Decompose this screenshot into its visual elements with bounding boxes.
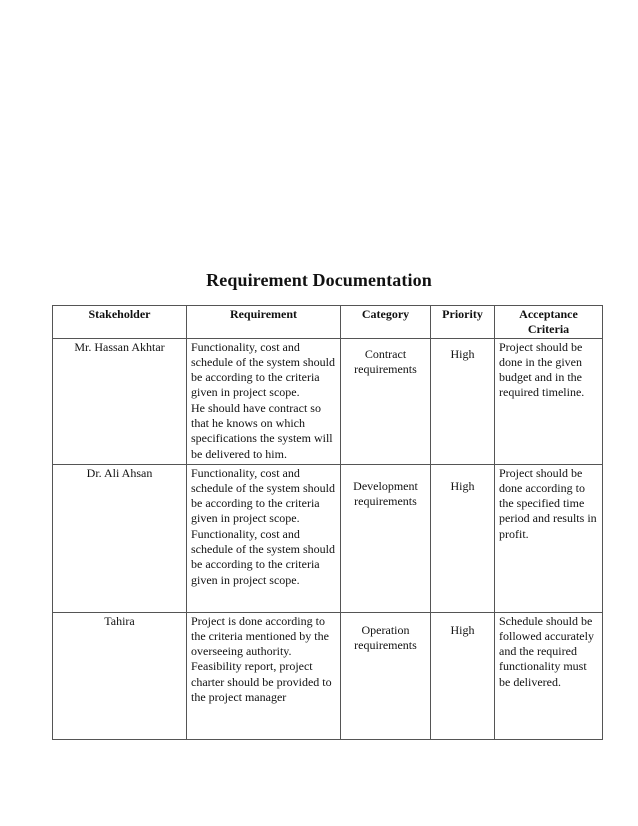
- stakeholder-cell: Tahira: [53, 612, 187, 739]
- header-acceptance-line2: Criteria: [527, 322, 570, 337]
- requirement-paragraph: Functionality, cost and schedule of the system should be according to the criteria given in project scope.: [191, 339, 335, 400]
- category-cell: [341, 338, 431, 464]
- table-row: [53, 612, 603, 739]
- requirement-cell: [187, 338, 341, 464]
- header-priority: Priority: [431, 306, 495, 339]
- requirement-paragraph: Feasibility report, project charter should be provided to the project manager: [191, 659, 332, 705]
- category-line: requirements: [354, 361, 417, 376]
- requirement-cell: [187, 464, 341, 612]
- header-acceptance-line1: Acceptance: [519, 307, 578, 321]
- priority-cell: High: [431, 464, 495, 612]
- requirement-paragraph: He should have contract so that he knows on which specifications the system will be delivered to him.: [191, 400, 333, 461]
- stakeholder-cell: Dr. Ali Ahsan: [53, 464, 187, 612]
- table-row: [53, 338, 603, 464]
- acceptance-cell: Project should be done in the given budget and in the required timeline.: [495, 338, 603, 464]
- category-line: Operation: [361, 622, 410, 637]
- category-cell: [341, 464, 431, 612]
- acceptance-cell: Schedule should be followed accurately and the required functionality must be delivered.: [495, 612, 603, 739]
- header-requirement: Requirement: [187, 306, 341, 339]
- category-line: requirements: [354, 637, 417, 652]
- priority-cell: High: [431, 612, 495, 739]
- requirement-cell: [187, 612, 341, 739]
- header-category: Category: [341, 306, 431, 339]
- table-header-row: [53, 306, 603, 339]
- requirements-table: [52, 305, 603, 740]
- requirement-paragraph: Project is done according to the criteria mentioned by the overseeing authority.: [191, 613, 329, 659]
- stakeholder-cell: Mr. Hassan Akhtar: [53, 338, 187, 464]
- priority-cell: High: [431, 338, 495, 464]
- category-line: requirements: [354, 493, 417, 508]
- category-cell: [341, 612, 431, 739]
- header-stakeholder: Stakeholder: [53, 306, 187, 339]
- table-row: [53, 464, 603, 612]
- requirement-paragraph: Functionality, cost and schedule of the system should be according to the criteria given in project scope.: [191, 526, 335, 587]
- document-title: Requirement Documentation: [206, 270, 432, 290]
- requirement-paragraph: Functionality, cost and schedule of the system should be according to the criteria given in project scope.: [191, 465, 335, 526]
- category-line: Development: [353, 478, 418, 493]
- header-acceptance-criteria: [495, 306, 603, 339]
- category-line: Contract: [364, 346, 407, 361]
- acceptance-cell: Project should be done according to the specified time period and results in profit.: [495, 464, 603, 612]
